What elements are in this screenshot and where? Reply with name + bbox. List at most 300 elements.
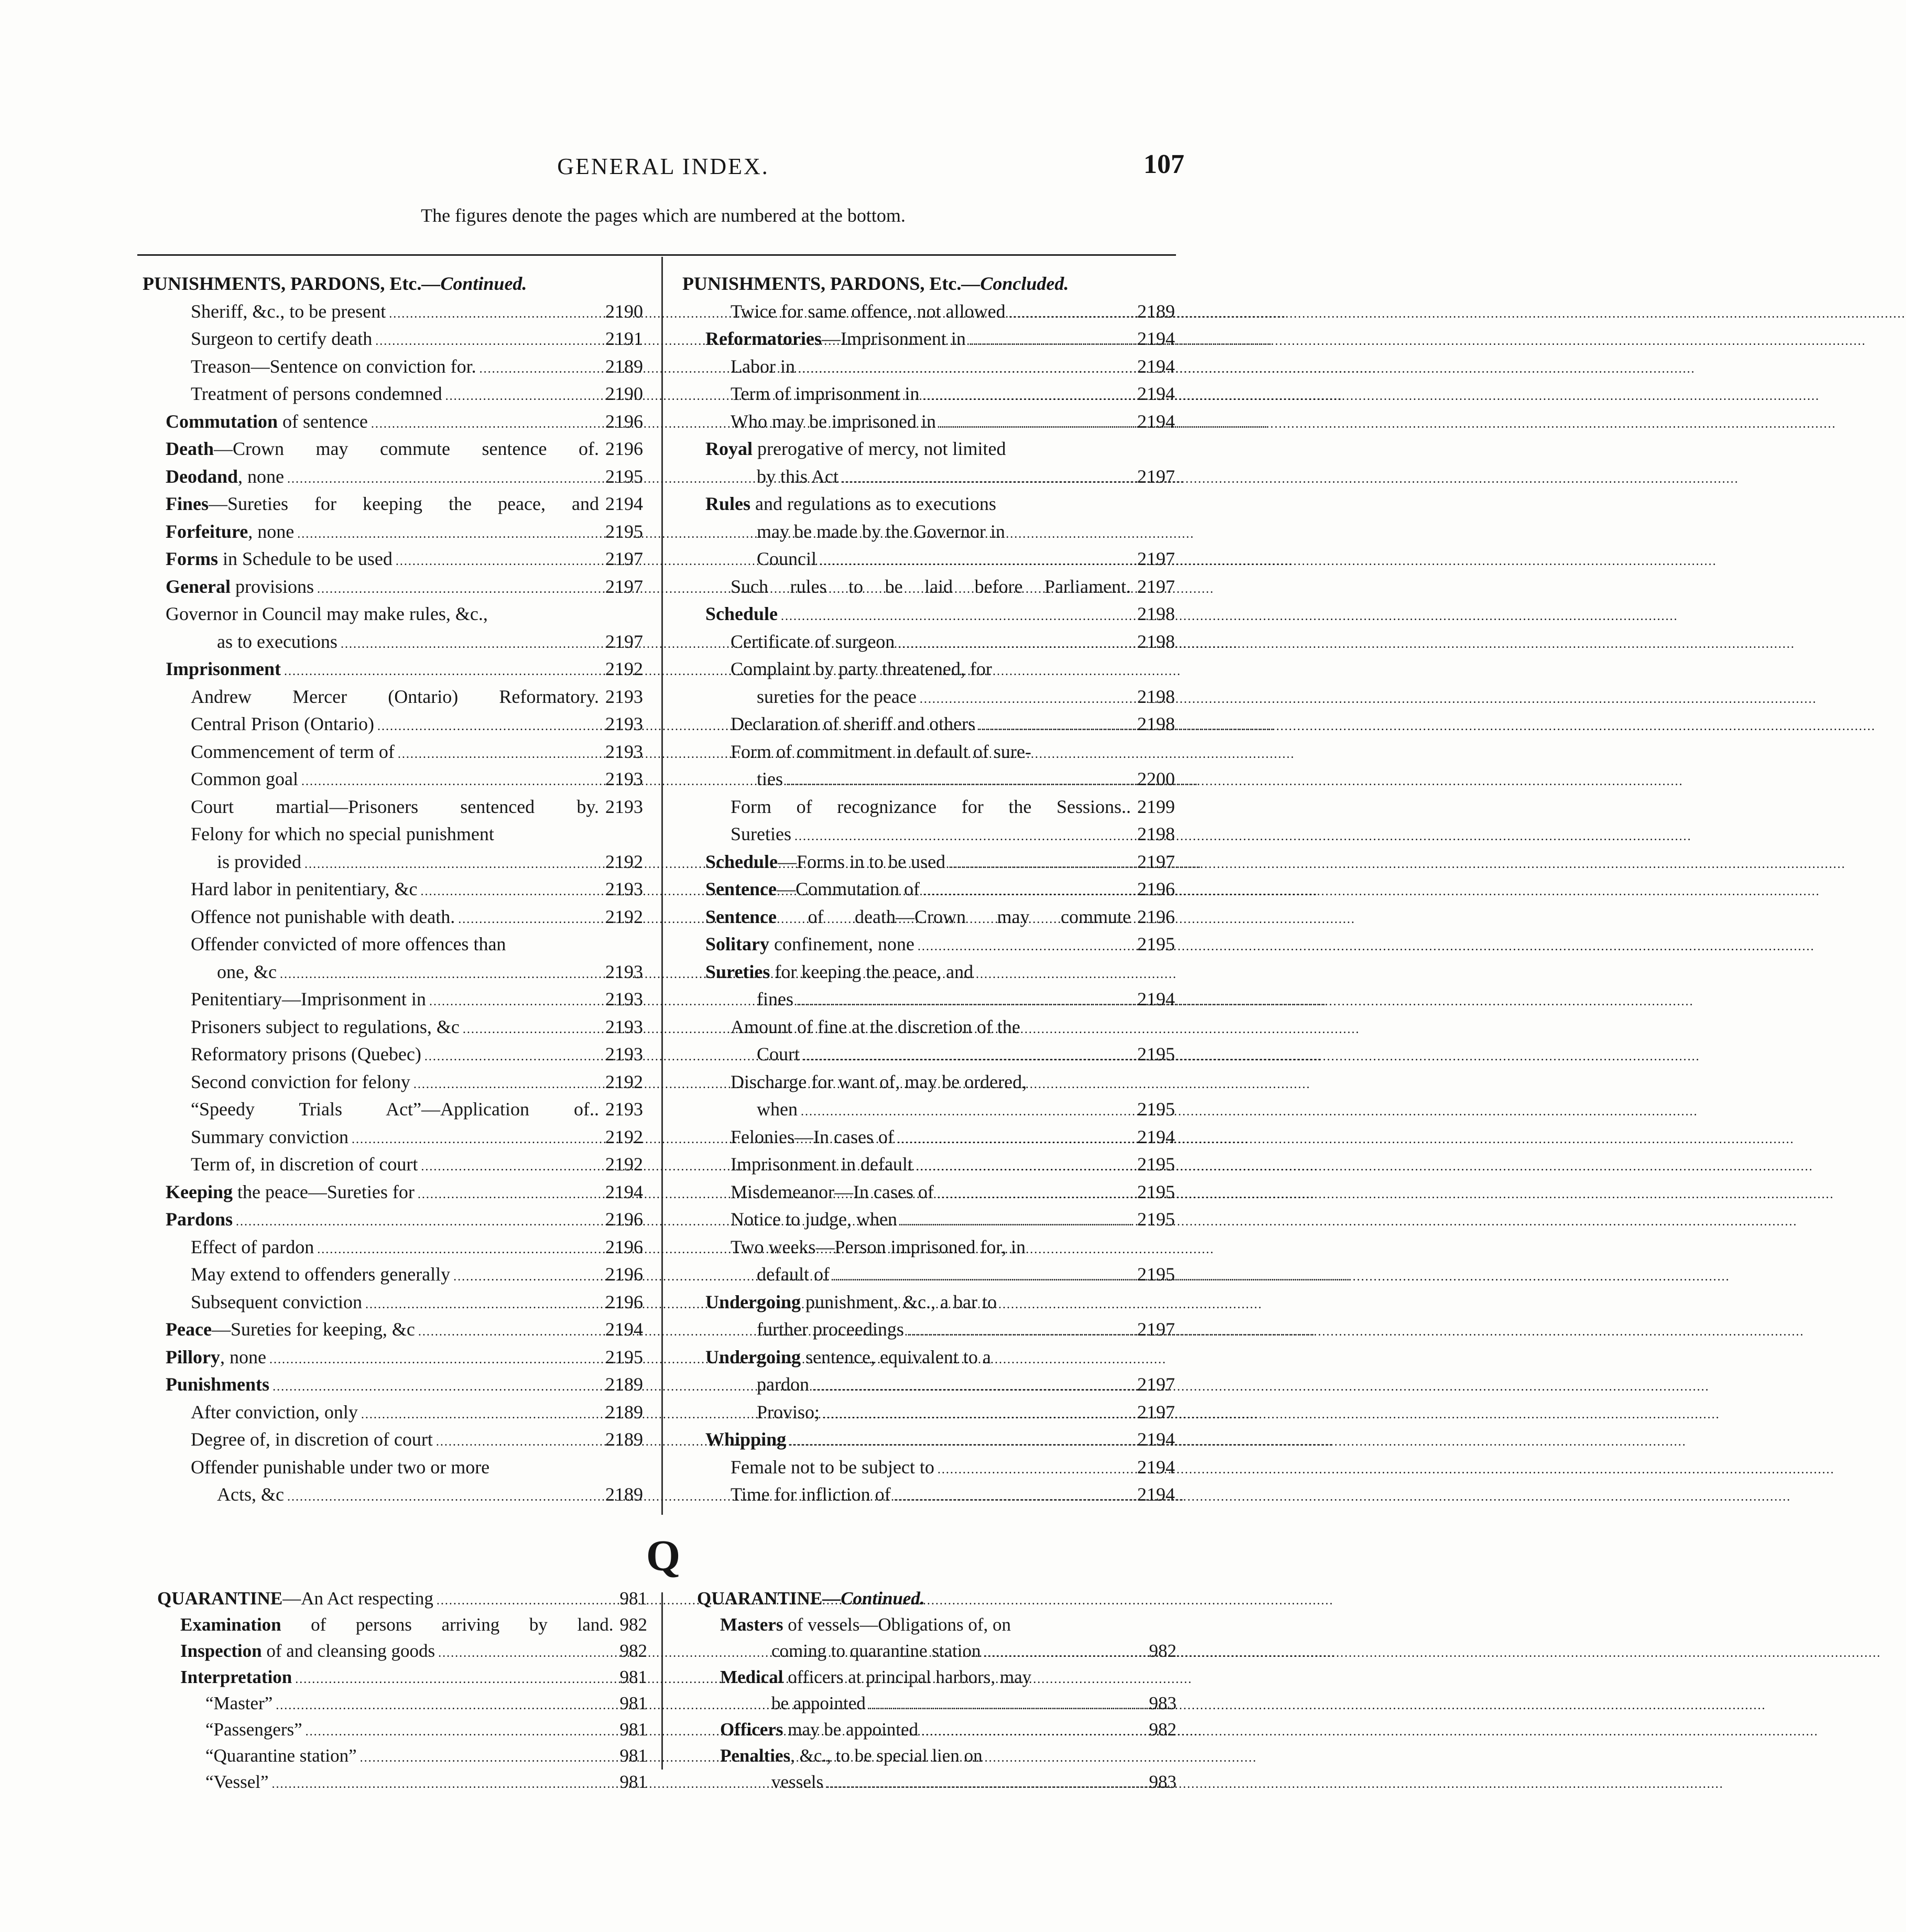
entry-description: Labor in (731, 355, 795, 377)
entry-description: Term of, in discretion of court (191, 1154, 418, 1175)
entry-text (731, 1483, 891, 1505)
index-entry (143, 1428, 643, 1456)
dot-leader (386, 307, 605, 321)
entry-text (191, 1401, 358, 1423)
entry-description: in Schedule to be used (217, 548, 393, 569)
index-entry (682, 878, 1175, 906)
dot-leader (830, 1270, 1137, 1284)
entry-text (757, 1263, 830, 1285)
entry-description: Degree of, in discretion of court (191, 1429, 433, 1450)
entry-description: Andrew Mercer (Ontario) Reformatory. (191, 686, 599, 707)
entry-description: Such rules to be laid before Parliament. (731, 576, 1131, 597)
entry-page-number: 2195 (1137, 1154, 1175, 1175)
entry-page-number: 2196 (605, 1291, 643, 1312)
entry-page-number: 2193 (605, 961, 643, 982)
dot-leader (314, 582, 605, 596)
dot-leader (934, 1188, 1137, 1202)
entry-description: Council (757, 548, 816, 569)
entry-description: Amount of fine at the discretion of the (731, 1016, 1020, 1037)
index-entry (143, 576, 643, 603)
entry-text (731, 631, 895, 653)
dot-leader (302, 1725, 620, 1739)
index-entry (143, 1401, 643, 1429)
entry-text (731, 300, 1006, 322)
entry-page-number: 2195 (605, 520, 643, 542)
index-entry (143, 1456, 643, 1484)
index-entry (143, 1318, 643, 1346)
index-entry (682, 1181, 1175, 1209)
entry-text (705, 603, 778, 625)
entry-keyword: Peace (166, 1319, 212, 1340)
entry-text (731, 1208, 897, 1230)
dot-leader (393, 555, 605, 569)
entry-description: —Commutation of (776, 878, 920, 899)
entry-page-number: 2196 (605, 1236, 643, 1257)
entry-page-number: 2198 (1137, 713, 1175, 734)
entry-description: Female not to be subject to (731, 1456, 934, 1478)
entry-page-number: 2195 (1137, 1264, 1175, 1285)
entry-description: for keeping the peace, and (770, 961, 974, 982)
entry-text (731, 355, 795, 377)
entry-description: Court (757, 1044, 800, 1065)
dot-leader (919, 389, 1137, 404)
entry-page-number: 2197 (1137, 465, 1175, 487)
entry-description: , none (238, 465, 285, 487)
index-entry (697, 1693, 1177, 1719)
entry-description: Proviso; (757, 1401, 820, 1423)
index-entry (697, 1667, 1177, 1693)
entry-description: of death—Crown may commute (776, 906, 1131, 927)
index-entry (157, 1641, 647, 1667)
entry-page-number: 981 (619, 1693, 647, 1713)
dot-leader (455, 913, 605, 927)
entry-page-number: 2189 (605, 1401, 643, 1423)
entry-page-number: 2193 (605, 878, 643, 899)
entry-page-number: 2193 (605, 1016, 643, 1037)
dot-leader (476, 362, 605, 376)
dot-leader (269, 1777, 620, 1792)
entry-keyword: Rules (705, 493, 751, 514)
entry-description: Court martial—Prisoners sentenced by. (191, 796, 599, 817)
dot-leader (894, 1133, 1137, 1147)
entry-page-number: 2190 (605, 383, 643, 404)
dot-leader (895, 637, 1137, 652)
entry-description: sureties for the peace (757, 686, 917, 707)
index-entry (143, 1153, 643, 1181)
entry-text (705, 493, 1175, 515)
entry-text (731, 383, 919, 405)
index-entry (682, 768, 1175, 796)
entry-page-number: 2196 (605, 1264, 643, 1285)
index-entry (143, 300, 643, 328)
entry-keyword: Pillory (166, 1346, 220, 1367)
entry-text (166, 1318, 415, 1340)
entry-text (757, 686, 917, 708)
index-entry (143, 438, 643, 465)
dot-leader (362, 1298, 605, 1312)
index-entry (682, 988, 1175, 1016)
dot-leader (415, 1188, 605, 1202)
entry-text (180, 1667, 292, 1688)
entry-keyword: Schedule (705, 851, 778, 872)
entry-description: confinement, none (769, 934, 914, 954)
heading-text: QUARANTINE (697, 1588, 823, 1609)
entry-description: Penitentiary—Imprisonment in (191, 989, 426, 1010)
index-entry (682, 906, 1175, 934)
entry-page-number: 982 (619, 1641, 647, 1661)
index-entry (682, 1208, 1175, 1236)
entry-text (731, 1181, 934, 1203)
entry-text (191, 1456, 643, 1478)
entry-text (720, 1719, 918, 1740)
index-entry (682, 1071, 1175, 1099)
index-entry (157, 1772, 647, 1798)
entry-description: fines (757, 989, 793, 1010)
entry-page-number: 2193 (605, 989, 643, 1010)
entry-keyword: Officers (720, 1719, 783, 1740)
entry-text (757, 768, 783, 790)
entry-description: May extend to offenders generally (191, 1264, 451, 1285)
entry-description: “Vessel” (205, 1772, 269, 1792)
dot-leader (368, 417, 605, 431)
entry-page-number: 2193 (605, 796, 643, 817)
entry-page-number: 982 (619, 1614, 647, 1635)
entry-page-number: 2199 (1137, 796, 1175, 817)
index-entry (682, 1346, 1175, 1374)
entry-keyword: Medical (720, 1667, 783, 1687)
entry-description: Who may be imprisoned in (731, 410, 936, 432)
dot-leader (284, 1490, 605, 1504)
entry-text (191, 1153, 418, 1175)
index-entry (682, 328, 1175, 355)
entry-description: Declaration of sheriff and others (731, 713, 976, 734)
entry-text (191, 300, 386, 322)
entry-description: further proceedings (757, 1319, 904, 1340)
entry-page-number: 981 (619, 1719, 647, 1740)
heading-text: PUNISHMENTS, PARDONS, Etc. (143, 273, 422, 294)
entry-text (191, 1291, 362, 1313)
entry-page-number: 2196 (1137, 878, 1175, 899)
entry-text (191, 713, 374, 735)
entry-text (731, 1236, 1175, 1258)
index-entry (143, 1236, 643, 1264)
dot-leader (374, 720, 605, 734)
index-entry (682, 658, 1175, 686)
index-entry (143, 878, 643, 906)
entry-keyword: Sentence (705, 906, 777, 927)
entry-keyword: Forms (166, 548, 218, 569)
entry-keyword: Death (166, 438, 214, 459)
index-entry (143, 631, 643, 658)
dot-leader (934, 1463, 1137, 1477)
index-entry (143, 1208, 643, 1236)
entry-page-number: 2198 (1137, 631, 1175, 652)
index-entry (682, 1291, 1175, 1319)
index-entry (143, 493, 643, 520)
dot-leader (410, 1078, 605, 1092)
entry-description: —Sureties for keeping, &c (211, 1319, 415, 1340)
entry-page-number: 2192 (605, 906, 643, 927)
entry-text (771, 1772, 823, 1793)
entry-page-number: 981 (619, 1667, 647, 1687)
index-entry (697, 1745, 1177, 1772)
entry-text (217, 851, 301, 873)
entry-keyword: Punishments (166, 1374, 270, 1395)
index-entry (682, 933, 1175, 961)
entry-text (731, 658, 1175, 680)
entry-text (757, 520, 1175, 542)
entry-text (771, 1641, 981, 1662)
entry-page-number: 2195 (605, 1346, 643, 1367)
entry-description: , &c., to be special lien on (790, 1745, 983, 1766)
index-entry (143, 1373, 643, 1401)
entry-page-number: 2193 (605, 1099, 643, 1120)
entry-page-number: 2197 (605, 548, 643, 569)
entry-page-number: 982 (1149, 1719, 1177, 1740)
entry-page-number: 2193 (605, 713, 643, 734)
dot-leader (426, 995, 605, 1009)
entry-description: Hard labor in penitentiary, &c (191, 878, 418, 899)
dot-leader (795, 362, 1137, 376)
entry-page-number: 2197 (605, 631, 643, 652)
entry-keyword: Interpretation (180, 1667, 292, 1687)
entry-text (191, 328, 372, 350)
entry-text (731, 1016, 1175, 1038)
entry-description: —Sureties for keeping the peace, and (209, 493, 599, 514)
index-entry (682, 1126, 1175, 1154)
index-entry (682, 1456, 1175, 1484)
entry-description: is provided (217, 851, 301, 872)
entry-keyword: Penalties (720, 1745, 791, 1766)
entry-description: Offence not punishable with death. (191, 906, 455, 927)
entry-text (166, 658, 281, 680)
entry-page-number: 2194 (1137, 1456, 1175, 1478)
entry-text (731, 823, 791, 845)
index-entry (143, 1346, 643, 1374)
entry-text (166, 520, 294, 542)
index-entry (143, 1043, 643, 1071)
index-entry (143, 1098, 643, 1126)
entry-keyword: Imprisonment (166, 658, 281, 679)
index-entry (143, 548, 643, 576)
dot-leader (816, 555, 1137, 569)
dot-leader (778, 610, 1137, 624)
entry-page-number: 2194 (1137, 1429, 1175, 1450)
entry-description: Offender convicted of more offences than (191, 934, 506, 954)
entry-page-number: 2189 (605, 355, 643, 377)
entry-text (705, 438, 1175, 460)
entry-page-number: 2194 (605, 1181, 643, 1202)
entry-text (191, 1428, 433, 1450)
entry-text (705, 878, 920, 900)
entry-description: Second conviction for felony (191, 1071, 410, 1092)
dot-leader (284, 472, 605, 486)
dot-leader (838, 472, 1137, 486)
entry-keyword: Sentence (705, 878, 777, 899)
dot-leader (966, 334, 1137, 349)
entry-text (731, 1071, 1175, 1093)
entry-text (731, 576, 1131, 598)
entry-description: by this Act (757, 465, 839, 487)
entry-page-number: 2195 (1137, 1209, 1175, 1230)
entry-text (191, 823, 643, 845)
entry-description: Imprisonment in default (731, 1154, 913, 1175)
index-entry (143, 933, 643, 961)
entry-description: Complaint by party threatened, for (731, 658, 992, 679)
index-entry (682, 465, 1175, 493)
entry-page-number: 2198 (1137, 603, 1175, 624)
entry-text (191, 796, 599, 818)
entry-description: Sureties (731, 823, 791, 844)
index-column-top-right (682, 273, 1175, 1511)
entry-description: be appointed (771, 1693, 866, 1713)
entry-page-number: 2193 (605, 768, 643, 789)
entry-description: one, &c (217, 961, 277, 982)
entry-page-number: 2200 (1137, 768, 1175, 789)
entry-page-number: 2194 (1137, 1484, 1175, 1505)
dot-leader (298, 775, 605, 789)
entry-page-number: 2196 (605, 410, 643, 432)
dot-leader (791, 830, 1137, 844)
entry-description: and regulations as to executions (750, 493, 996, 514)
entry-page-number: 2192 (605, 658, 643, 679)
entry-description: Surgeon to certify death (191, 328, 373, 349)
dot-leader (433, 1594, 620, 1608)
entry-description: pardon (757, 1374, 809, 1395)
dot-leader (945, 858, 1137, 872)
dot-leader (418, 885, 605, 899)
entry-page-number: 2194 (1137, 383, 1175, 404)
index-entry (157, 1693, 647, 1719)
index-entry (682, 1236, 1175, 1264)
section-letter: Q (646, 1532, 681, 1580)
entry-keyword: Reformatories (705, 328, 822, 349)
entry-description: Reformatory prisons (Quebec) (191, 1044, 421, 1065)
entry-page-number: 2195 (605, 465, 643, 487)
index-entry (682, 1153, 1175, 1181)
entry-description: provisions (230, 576, 314, 597)
entry-text (191, 1236, 314, 1258)
entry-text (217, 631, 337, 653)
entry-text (757, 1043, 800, 1065)
entry-page-number: 2194 (605, 1319, 643, 1340)
index-entry (143, 355, 643, 383)
entry-text (205, 1719, 302, 1740)
index-entry (157, 1667, 647, 1693)
entry-description: Commencement of term of (191, 741, 395, 762)
entry-description: “Passengers” (205, 1719, 302, 1740)
section-heading (697, 1588, 1177, 1614)
dot-leader (372, 334, 605, 349)
entry-page-number: 2194 (1137, 1126, 1175, 1147)
entry-text (720, 1614, 1177, 1635)
index-entry (682, 1373, 1175, 1401)
entry-text (757, 465, 838, 487)
entry-description: punishment, &c., a bar to (801, 1291, 997, 1312)
entry-page-number: 2192 (605, 851, 643, 872)
dot-leader (433, 1435, 605, 1449)
entry-description: Governor in Council may make rules, &c., (166, 603, 488, 624)
index-entry (682, 355, 1175, 383)
entry-text (757, 548, 816, 570)
entry-text (731, 713, 975, 735)
entry-description: Summary conviction (191, 1126, 348, 1147)
entry-description: vessels (771, 1772, 824, 1792)
entry-page-number: 2194 (1137, 989, 1175, 1010)
index-entry (682, 796, 1175, 823)
dot-leader (348, 1133, 605, 1147)
entry-keyword: Examination (180, 1614, 281, 1635)
index-entry (143, 686, 643, 713)
entry-keyword: Masters (720, 1614, 783, 1635)
entry-page-number: 983 (1149, 1772, 1177, 1792)
index-entry (682, 631, 1175, 658)
entry-description: “Speedy Trials Act”—Application of.. (191, 1099, 599, 1120)
entry-page-number: 2194 (1137, 328, 1175, 349)
index-entry (157, 1588, 647, 1614)
entry-description: coming to quarantine station (771, 1641, 981, 1661)
dot-leader (277, 968, 605, 982)
entry-text (191, 768, 298, 790)
entry-description: of vessels—Obligations of, on (783, 1614, 1011, 1635)
index-column-bottom-left (157, 1588, 647, 1798)
index-entry (143, 603, 643, 631)
header-rule (137, 254, 1176, 256)
entry-page-number: 2197 (1137, 548, 1175, 569)
entry-page-number: 2197 (605, 576, 643, 597)
entry-text (166, 1373, 269, 1395)
entry-page-number: 2189 (605, 1484, 643, 1505)
section-heading (143, 273, 643, 300)
entry-page-number: 2193 (605, 741, 643, 762)
entry-keyword: Whipping (705, 1429, 787, 1450)
dot-leader (442, 389, 605, 404)
heading-suffix: —Concluded. (961, 273, 1069, 294)
index-entry (682, 548, 1175, 576)
entry-page-number: 2190 (605, 300, 643, 322)
index-entry (697, 1719, 1177, 1745)
entry-text (191, 1016, 460, 1038)
entry-text (191, 741, 395, 763)
dot-leader (450, 1270, 605, 1284)
entry-page-number: 981 (619, 1772, 647, 1792)
index-entry (143, 796, 643, 823)
entry-page-number: 2197 (1137, 1374, 1175, 1395)
entry-description: Common goal (191, 768, 298, 789)
dot-leader (314, 1243, 605, 1257)
dot-leader (395, 747, 605, 762)
index-entry (143, 988, 643, 1016)
entry-description: —Forms in to be used (778, 851, 946, 872)
heading-suffix: —Continued. (822, 1588, 925, 1609)
entry-description: After conviction, only (191, 1401, 358, 1423)
dot-leader (891, 1490, 1137, 1504)
dot-leader (783, 775, 1137, 789)
index-entry (682, 520, 1175, 548)
entry-keyword: Inspection (180, 1641, 262, 1661)
index-entry (697, 1772, 1177, 1798)
entry-description: default of (757, 1264, 830, 1285)
entry-description: Prisoners subject to regulations, &c (191, 1016, 460, 1037)
entry-text (757, 1318, 904, 1340)
dot-leader (421, 1050, 605, 1064)
index-entry (682, 851, 1175, 878)
entry-description: of sentence (278, 410, 368, 432)
entry-description: as to executions (217, 631, 337, 652)
dot-leader (281, 665, 605, 679)
entry-text (720, 1745, 1177, 1766)
entry-text (757, 1373, 809, 1395)
